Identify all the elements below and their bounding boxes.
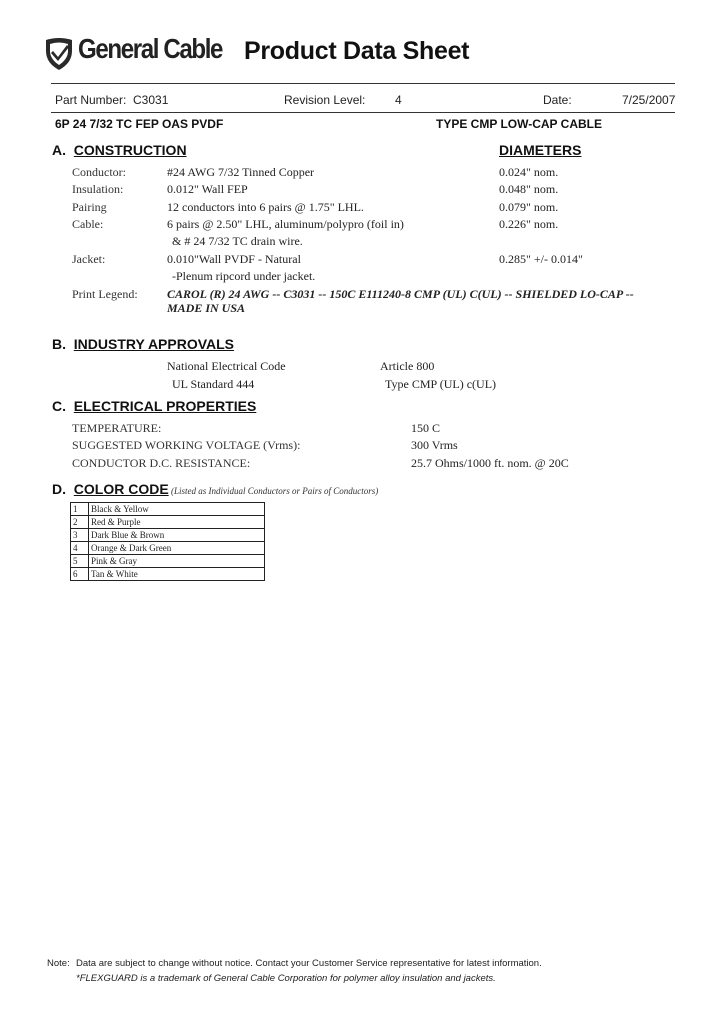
table-row: 1 Black & Yellow: [71, 503, 265, 516]
jacket-value-continued: -Plenum ripcord under jacket.: [172, 269, 316, 283]
voltage-label: SUGGESTED WORKING VOLTAGE (Vrms):: [72, 438, 301, 452]
cable-label: Cable:: [72, 217, 104, 231]
jacket-diameter: 0.285" +/- 0.014": [499, 252, 583, 266]
footer-note-label: Note:: [47, 958, 70, 969]
approval-value: Article 800: [380, 359, 435, 373]
insulation-value: 0.012" Wall FEP: [167, 182, 248, 196]
footer-note-line-1: Data are subject to change without notice. Contact your Customer Service representative for latest information.: [76, 958, 542, 969]
insulation-diameter: 0.048" nom.: [499, 182, 559, 196]
pairing-value: 12 conductors into 6 pairs @ 1.75" LHL.: [167, 200, 364, 214]
revision-label: Revision Level:: [284, 93, 366, 107]
section-color-code-heading: D. COLOR CODE: [52, 481, 169, 497]
table-row: 3 Dark Blue & Brown: [71, 529, 265, 542]
header-bottom-rule: [51, 112, 675, 113]
pairing-diameter: 0.079" nom.: [499, 200, 559, 214]
approval-value: Type CMP (UL) c(UL): [385, 377, 497, 391]
table-row: 5 Pink & Gray: [71, 555, 265, 568]
conductor-diameter: 0.024" nom.: [499, 165, 559, 179]
footer-note-line-2: *FLEXGUARD is a trademark of General Cable Corporation for polymer alloy insulation and jackets.: [76, 973, 496, 984]
cable-value: 6 pairs @ 2.50" LHL, aluminum/polypro (foil in): [167, 217, 404, 231]
section-electrical-heading: C. ELECTRICAL PROPERTIES: [52, 398, 257, 414]
voltage-value: 300 Vrms: [411, 438, 458, 452]
resistance-label: CONDUCTOR D.C. RESISTANCE:: [72, 456, 251, 470]
date-value: 7/25/2007: [622, 93, 676, 107]
color-code-table: [70, 502, 265, 581]
shield-check-icon: [44, 37, 74, 71]
approval-name: UL Standard 444: [172, 377, 255, 391]
color-code-note: (Listed as Individual Conductors or Pairs of Conductors): [171, 486, 379, 496]
part-number-label: Part Number:: [55, 93, 127, 107]
section-approvals-heading: B. INDUSTRY APPROVALS: [52, 336, 235, 352]
print-legend-label: Print Legend:: [72, 287, 138, 301]
header-top-rule: [51, 83, 675, 84]
table-row: 4 Orange & Dark Green: [71, 542, 265, 555]
section-construction-heading: A. CONSTRUCTION: [52, 142, 187, 158]
product-type: TYPE CMP LOW-CAP CABLE: [436, 117, 602, 131]
page-title: Product Data Sheet: [244, 37, 470, 65]
pairing-label: Pairing: [72, 200, 107, 214]
jacket-value: 0.010"Wall PVDF - Natural: [167, 252, 301, 266]
insulation-label: Insulation:: [72, 182, 124, 196]
conductor-label: Conductor:: [72, 165, 126, 179]
print-legend-line-2: MADE IN USA: [167, 301, 246, 315]
cable-value-continued: & # 24 7/32 TC drain wire.: [172, 234, 303, 248]
temperature-value: 150 C: [411, 421, 441, 435]
table-row: 2 Red & Purple: [71, 516, 265, 529]
cable-diameter: 0.226" nom.: [499, 217, 559, 231]
table-row: 6 Tan & White: [71, 568, 265, 581]
temperature-label: TEMPERATURE:: [72, 421, 162, 435]
part-number: C3031: [133, 93, 169, 107]
resistance-value: 25.7 Ohms/1000 ft. nom. @ 20C: [411, 456, 569, 470]
diameters-heading: DIAMETERS: [499, 142, 582, 158]
date-label: Date:: [543, 93, 572, 107]
jacket-label: Jacket:: [72, 252, 106, 266]
print-legend-line-1: CAROL (R) 24 AWG -- C3031 -- 150C E111240-8 CMP (UL) C(UL) -- SHIELDED LO-CAP --: [167, 287, 634, 301]
product-description: 6P 24 7/32 TC FEP OAS PVDF: [55, 117, 224, 131]
revision-level: 4: [395, 93, 402, 107]
brand-name: General Cable: [78, 33, 223, 64]
approval-name: National Electrical Code: [167, 359, 286, 373]
conductor-value: #24 AWG 7/32 Tinned Copper: [167, 165, 315, 179]
